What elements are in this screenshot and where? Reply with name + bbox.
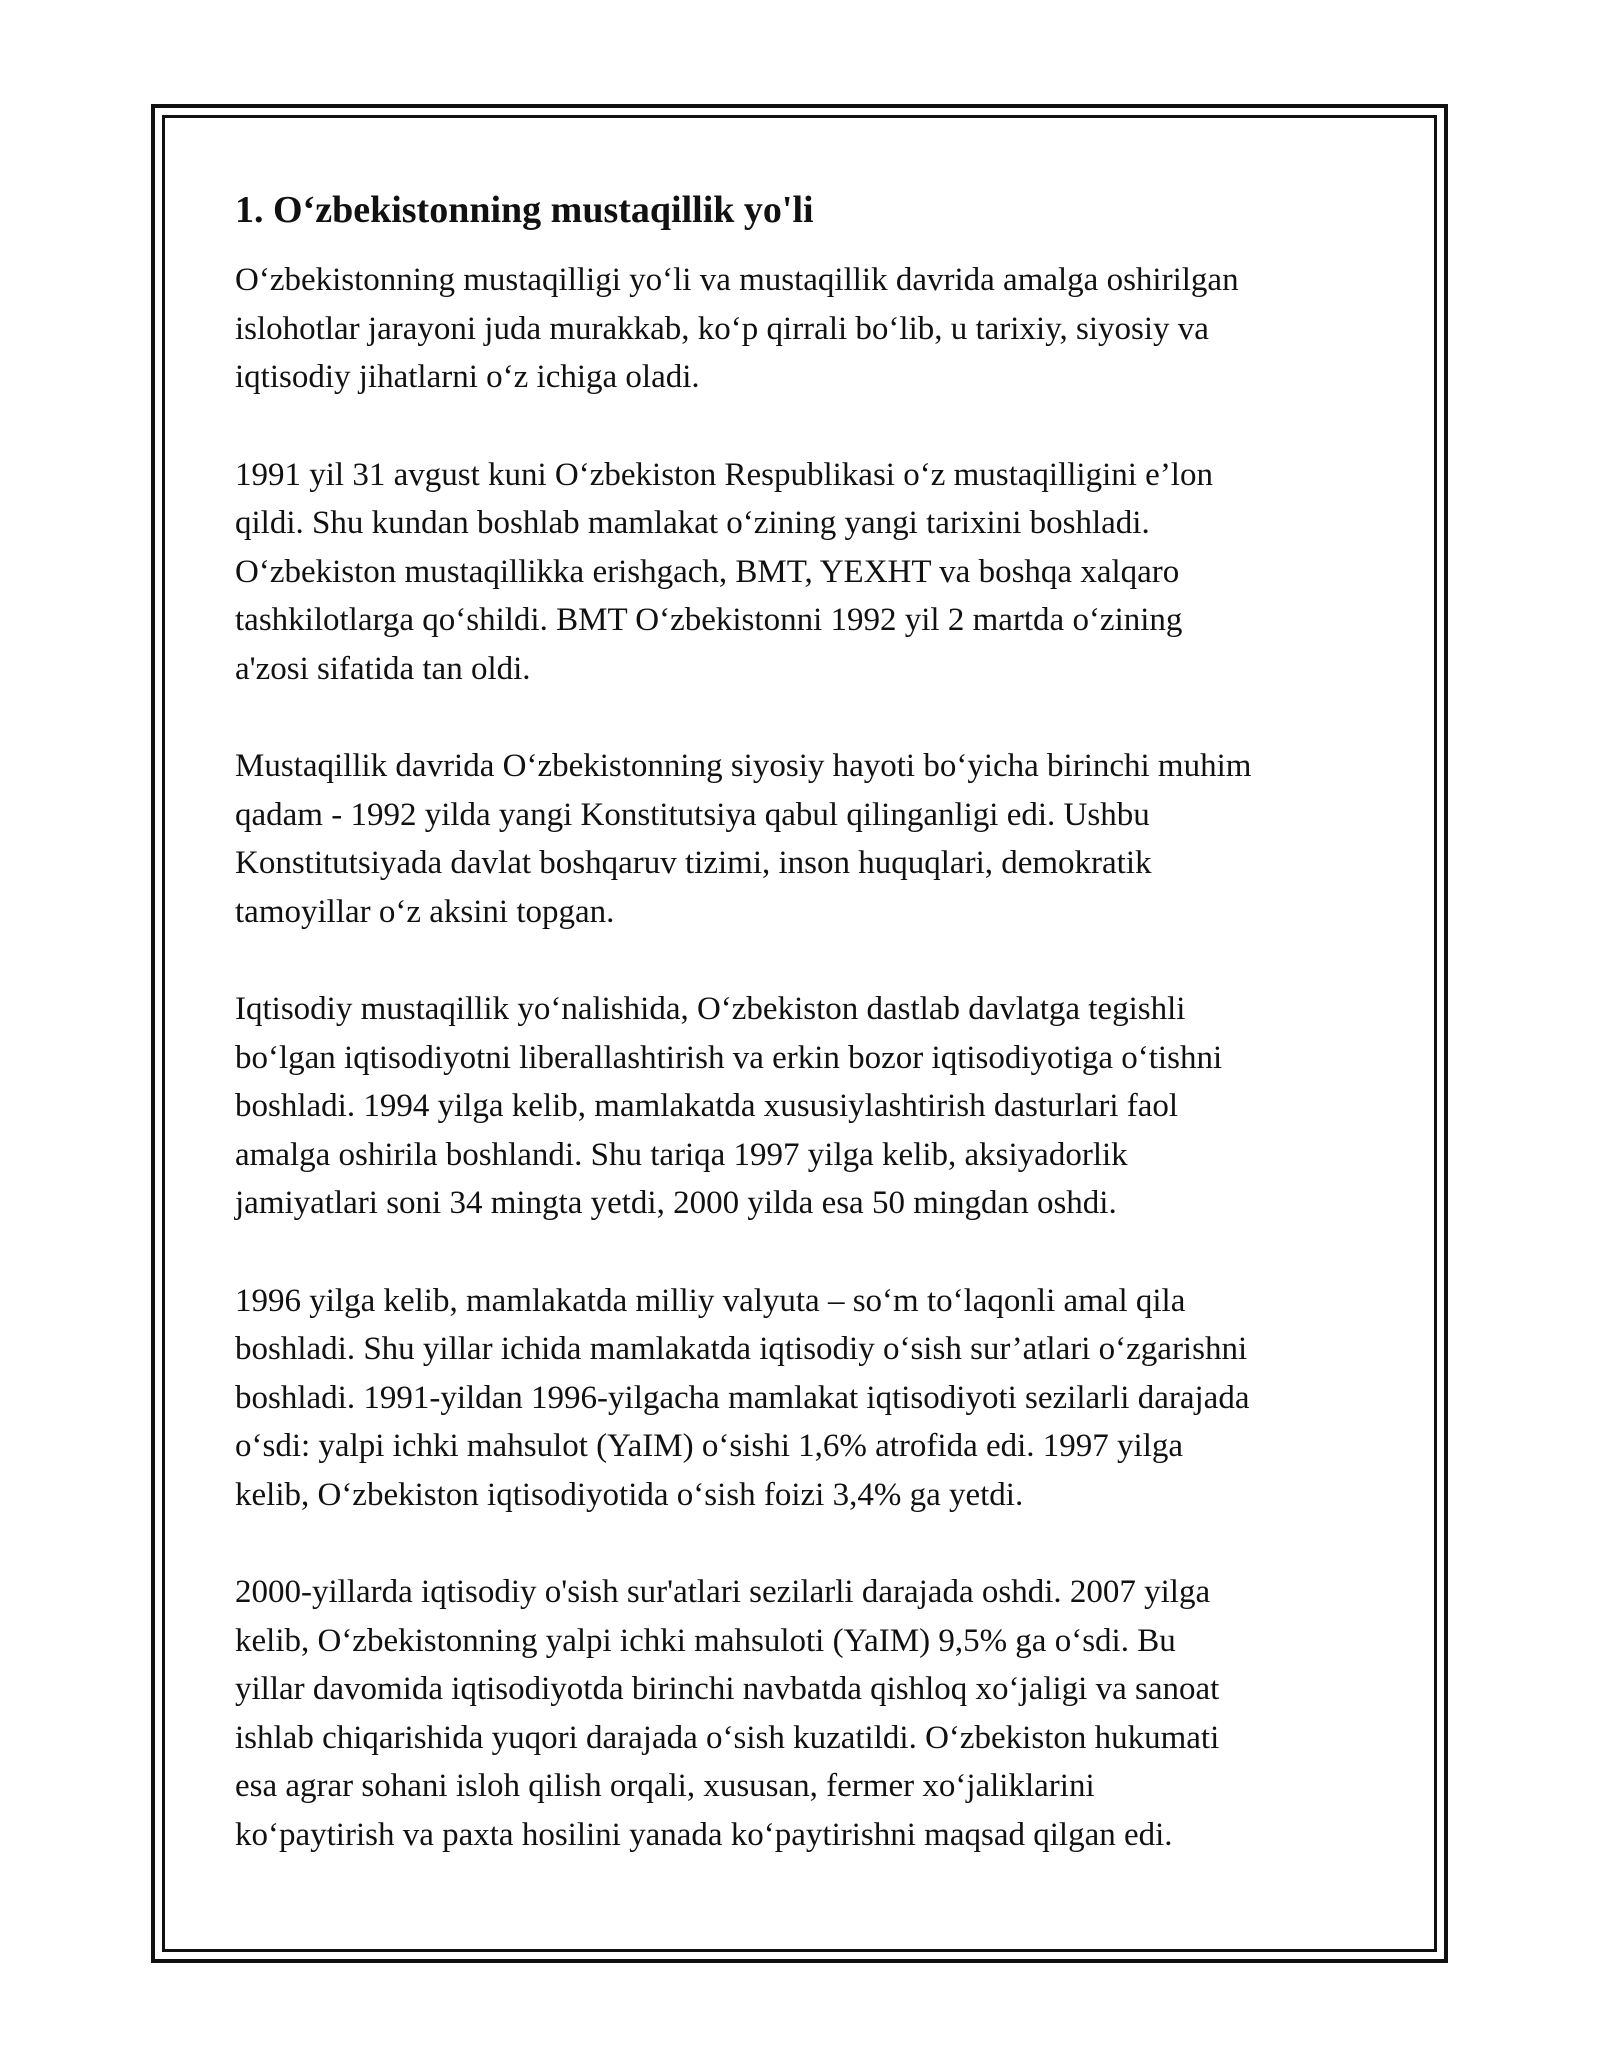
paragraph-line: boshladi. 1991-yildan 1996-yilgacha mamlakat iqtisodiyoti sezilarli darajada <box>235 1379 1250 1416</box>
paragraph-line: 1991 yil 31 avgust kuni O‘zbekiston Respublikasi o‘z mustaqilligini e’lon <box>235 456 1213 493</box>
paragraph-line: o‘sdi: yalpi ichki mahsulot (YaIM) o‘sishi 1,6% atrofida edi. 1997 yilga <box>235 1428 1184 1464</box>
paragraph-line: O‘zbekiston mustaqillikka erishgach, BMT, YEXHT va boshqa xalqaro <box>235 553 1180 590</box>
paragraph-line: Mustaqillik davrida O‘zbekistonning siyosiy hayoti bo‘yicha birinchi muhim <box>235 748 1252 784</box>
document-title: 1. O‘zbekistonning mustaqillik yo'li <box>235 189 814 231</box>
paragraph-line: kelib, O‘zbekiston iqtisodiyotida o‘sish foizi 3,4% ga yetdi. <box>235 1476 1024 1513</box>
paragraph-line: qildi. Shu kundan boshlab mamlakat o‘zining yangi tarixini boshladi. <box>235 505 1150 541</box>
paragraph-line: qadam - 1992 yilda yangi Konstitutsiya qabul qilinganligi edi. Ushbu <box>235 796 1150 833</box>
paragraph-line: jamiyatlari soni 34 mingta yetdi, 2000 yilda esa 50 mingdan oshdi. <box>235 1185 1117 1221</box>
paragraph-line: bo‘lgan iqtisodiyotni liberallashtirish va erkin bozor iqtisodiyotiga o‘tishni <box>235 1039 1223 1076</box>
body-paragraph <box>235 985 1375 1228</box>
paragraph-line: islohotlar jarayoni juda murakkab, ko‘p qirrali bo‘lib, u tarixiy, siyosiy va <box>235 310 1209 347</box>
document-content <box>235 186 1375 1908</box>
paragraph-line: 2000-yillarda iqtisodiy o'sish sur'atlari sezilarli darajada oshdi. 2007 yilga <box>235 1574 1211 1610</box>
body-paragraph <box>235 1277 1375 1520</box>
paragraph-line: esa agrar sohani isloh qilish orqali, xususan, fermer xo‘jaliklarini <box>235 1768 1095 1804</box>
paragraph-line: boshladi. Shu yillar ichida mamlakatda iqtisodiy o‘sish sur’atlari o‘zgarishni <box>235 1331 1248 1367</box>
paragraph-line: Iqtisodiy mustaqillik yo‘nalishida, O‘zbekiston dastlab davlatga tegishli <box>235 991 1186 1027</box>
paragraph-line: 1996 yilga kelib, mamlakatda milliy valyuta – so‘m to‘laqonli amal qila <box>235 1282 1186 1319</box>
paragraph-line: Konstitutsiyada davlat boshqaruv tizimi, inson huquqlari, demokratik <box>235 845 1152 881</box>
paragraph-line: ishlab chiqarishida yuqori darajada o‘sish kuzatildi. O‘zbekiston hukumati <box>235 1719 1220 1756</box>
body-paragraph <box>235 256 1375 402</box>
paragraph-list <box>235 256 1375 1859</box>
paragraph-line: iqtisodiy jihatlarni o‘z ichiga oladi. <box>235 359 700 395</box>
body-paragraph <box>235 742 1375 936</box>
paragraph-line: ko‘paytirish va paxta hosilini yanada ko‘paytirishni maqsad qilgan edi. <box>235 1816 1173 1853</box>
paragraph-line: yillar davomida iqtisodiyotda birinchi navbatda qishloq xo‘jaligi va sanoat <box>235 1671 1220 1707</box>
paragraph-line: tamoyillar o‘z aksini topgan. <box>235 893 615 930</box>
paragraph-line: O‘zbekistonning mustaqilligi yo‘li va mustaqillik davrida amalga oshirilgan <box>235 262 1239 298</box>
paragraph-line: kelib, O‘zbekistonning yalpi ichki mahsuloti (YaIM) 9,5% ga o‘sdi. Bu <box>235 1622 1176 1659</box>
body-paragraph <box>235 451 1375 694</box>
body-paragraph <box>235 1568 1375 1859</box>
paragraph-line: a'zosi sifatida tan oldi. <box>235 650 531 687</box>
paragraph-line: amalga oshirila boshlandi. Shu tariqa 1997 yilga kelib, aksiyadorlik <box>235 1136 1128 1173</box>
paragraph-line: boshladi. 1994 yilga kelib, mamlakatda xususiylashtirish dasturlari faol <box>235 1088 1179 1124</box>
paragraph-line: tashkilotlarga qo‘shildi. BMT O‘zbekistonni 1992 yil 2 martda o‘zining <box>235 602 1183 638</box>
